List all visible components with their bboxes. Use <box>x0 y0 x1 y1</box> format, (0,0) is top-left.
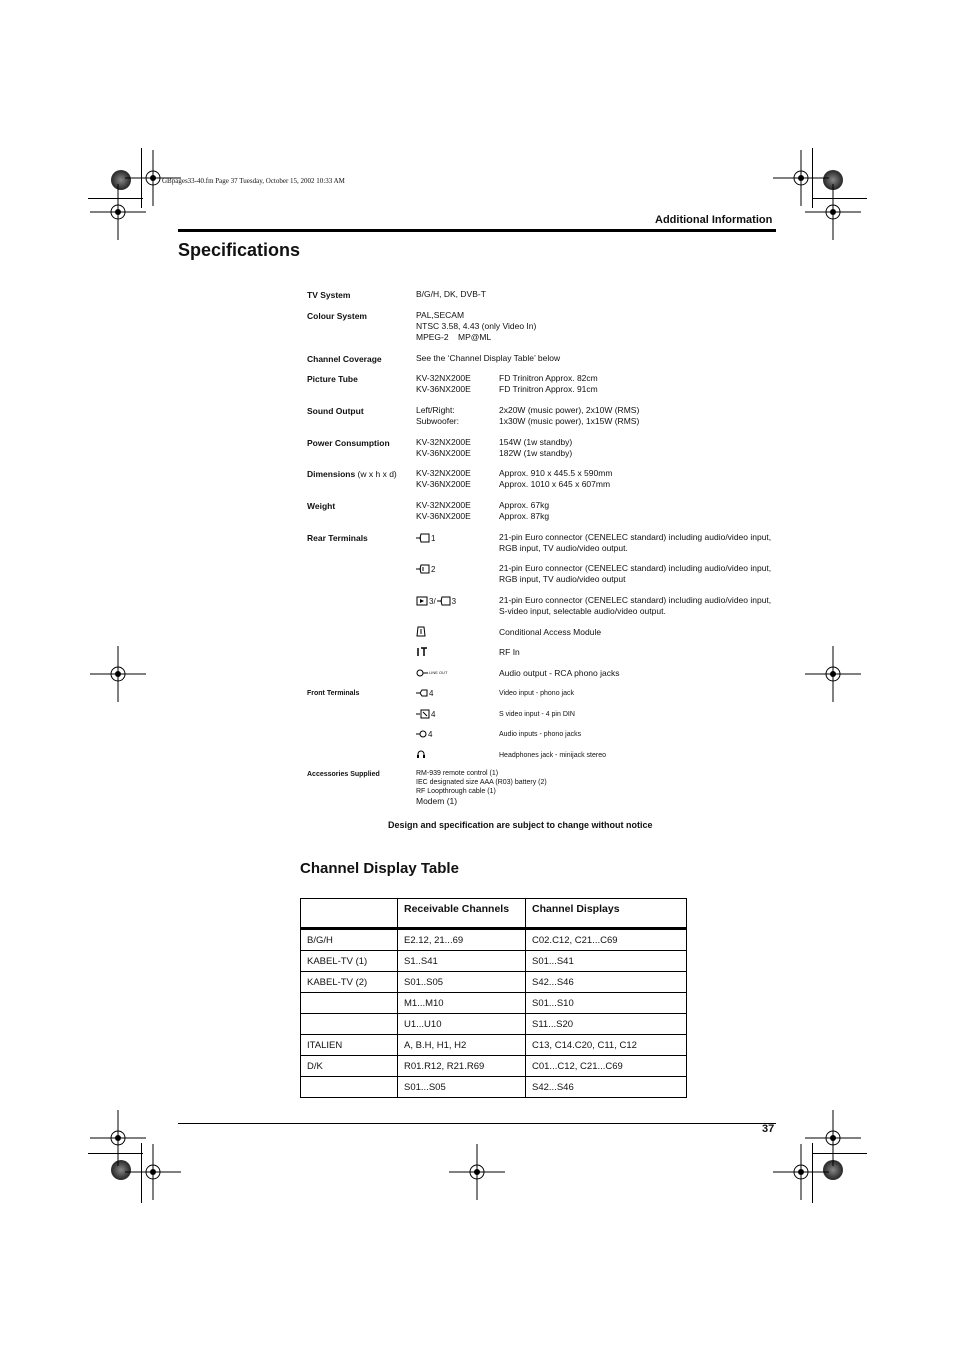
table-row <box>301 972 687 993</box>
rear-terminal-ca-desc: Conditional Access Module <box>499 627 602 637</box>
rear-terminal-audio-icon-group <box>416 668 447 678</box>
dimensions-label-suffix: (w x h x d) <box>355 469 397 479</box>
table-header-cell <box>301 899 398 929</box>
table-cell: S42...S46 <box>526 972 687 993</box>
accessory-item: RM-939 remote control (1) <box>416 770 499 777</box>
footer-rule <box>178 1123 776 1124</box>
header-rule <box>178 229 776 232</box>
spec-label-tv-system: TV System <box>307 290 351 300</box>
registration-mark <box>90 646 146 702</box>
svideo-euro-connector-icon <box>416 596 428 606</box>
spec-value-tv-system: B/G/H, DK, DVB-T <box>416 289 486 299</box>
table-cell <box>301 1014 398 1035</box>
euro-connector-icon <box>437 596 451 606</box>
table-cell: S01...S05 <box>398 1077 526 1098</box>
spec-value-picture-tube: FD Trinitron Approx. 82cm FD Trinitron Approx. 91cm <box>499 373 598 394</box>
table-cell: B/G/H <box>301 929 398 951</box>
table-cell: C01...C12, C21...C69 <box>526 1056 687 1077</box>
spec-label-front-terminals: Front Terminals <box>307 690 360 697</box>
spec-value-sound-output: 2x20W (music power), 2x10W (RMS) 1x30W (music power), 1x15W (RMS) <box>499 405 640 426</box>
accessory-item: IEC designated size AAA (R03) battery (2) <box>416 779 547 786</box>
table-cell <box>301 993 398 1014</box>
spec-label-colour-system: Colour System <box>307 311 367 321</box>
spec-label-sound-output: Sound Output <box>307 406 364 416</box>
table-cell: S42...S46 <box>526 1077 687 1098</box>
table-cell: S11...S20 <box>526 1014 687 1035</box>
front-terminal-video-num: 4 <box>429 688 434 698</box>
front-terminal-video-desc: Video input - phono jack <box>499 690 574 697</box>
front-terminal-headphones-icon-group <box>416 749 426 759</box>
spec-models-dimensions: KV-32NX200E KV-36NX200E <box>416 468 471 489</box>
table-row <box>301 993 687 1014</box>
antenna-icon <box>416 647 428 657</box>
svideo-input-icon <box>416 709 430 719</box>
table-cell: U1...U10 <box>398 1014 526 1035</box>
rear-terminal-2-num: 2 <box>431 564 436 574</box>
registration-mark <box>90 184 146 240</box>
accessory-item: RF Loopthrough cable (1) <box>416 788 496 795</box>
table-cell: D/K <box>301 1056 398 1077</box>
rear-terminal-rf-icon-group <box>416 647 428 657</box>
table-row <box>301 1056 687 1077</box>
front-terminal-svideo-num: 4 <box>431 709 436 719</box>
table-header-cell: Channel Displays <box>526 899 687 929</box>
rear-terminal-3-desc: 21-pin Euro connector (CENELEC standard) including audio/video input, S-video input, selectable audio/video output. <box>499 595 772 616</box>
accessory-item: Modem (1) <box>416 796 458 806</box>
front-terminal-audio-num: 4 <box>428 729 433 739</box>
spec-label-rear-terminals: Rear Terminals <box>307 533 368 543</box>
dimensions-label: Dimensions <box>307 469 356 479</box>
front-terminal-audio-desc: Audio inputs - phono jacks <box>499 731 582 738</box>
table-cell: C13, C14.C20, C11, C12 <box>526 1035 687 1056</box>
line-out-text: LINE OUT <box>429 670 448 675</box>
table-cell: C02.C12, C21...C69 <box>526 929 687 951</box>
table-cell: KABEL-TV (2) <box>301 972 398 993</box>
spec-label-dimensions <box>307 469 397 479</box>
table-row <box>301 1077 687 1098</box>
headphones-icon <box>416 749 426 759</box>
section-header: Additional Information <box>655 214 773 226</box>
rear-terminal-1-icon-group <box>416 533 435 543</box>
table-row <box>301 951 687 972</box>
spec-value-weight: Approx. 67kg Approx. 87kg <box>499 500 550 521</box>
table-header-row <box>301 899 687 929</box>
video-input-icon <box>416 688 428 698</box>
front-terminal-svideo-icon-group <box>416 709 435 719</box>
table-cell: S1..S41 <box>398 951 526 972</box>
spec-models-power-consumption: KV-32NX200E KV-36NX200E <box>416 437 471 458</box>
spec-change-notice: Design and specification are subject to change without notice <box>388 820 653 830</box>
channel-display-table <box>300 898 687 1098</box>
spec-models-weight: KV-32NX200E KV-36NX200E <box>416 500 471 521</box>
table-row <box>301 929 687 951</box>
page-title: Specifications <box>178 240 301 260</box>
rear-terminal-2-desc: 21-pin Euro connector (CENELEC standard) including audio/video input, RGB input, TV audio/video output <box>499 563 772 584</box>
rear-terminal-2-icon-group <box>416 564 435 574</box>
rear-terminal-3-icon-group <box>416 596 456 606</box>
rear-terminal-1-num: 1 <box>431 533 436 543</box>
spec-label-power-consumption: Power Consumption <box>307 438 390 448</box>
registration-mark <box>449 1144 505 1200</box>
rear-terminal-1-desc: 21-pin Euro connector (CENELEC standard) including audio/video input, RGB input, TV audio/video output. <box>499 532 772 553</box>
table-header-cell: Receivable Channels <box>398 899 526 929</box>
front-terminal-svideo-desc: S video input - 4 pin DIN <box>499 711 575 718</box>
table-cell: R01.R12, R21.R69 <box>398 1056 526 1077</box>
table-cell <box>301 1077 398 1098</box>
front-terminal-headphones-desc: Headphones jack - minijack stereo <box>499 752 606 759</box>
spec-label-weight: Weight <box>307 501 336 511</box>
ca-module-icon <box>416 626 426 637</box>
front-terminal-video-icon-group <box>416 688 433 698</box>
registration-mark <box>805 184 861 240</box>
euro-connector-icon <box>416 564 430 574</box>
table-cell: S01...S41 <box>526 951 687 972</box>
front-terminal-audio-icon-group <box>416 729 432 739</box>
registration-mark <box>125 1144 181 1200</box>
spec-label-channel-coverage: Channel Coverage <box>307 354 382 364</box>
channel-table-title: Channel Display Table <box>300 860 459 877</box>
table-cell: M1...M10 <box>398 993 526 1014</box>
table-cell: S01...S10 <box>526 993 687 1014</box>
registration-mark <box>773 1144 829 1200</box>
table-cell: E2.12, 21...69 <box>398 929 526 951</box>
table-cell: S01..S05 <box>398 972 526 993</box>
euro-connector-icon <box>416 533 430 543</box>
page-number: 37 <box>762 1123 775 1135</box>
table-cell: ITALIEN <box>301 1035 398 1056</box>
spec-label-picture-tube: Picture Tube <box>307 374 358 384</box>
spec-value-power-consumption: 154W (1w standby) 182W (1w standby) <box>499 437 573 458</box>
registration-mark <box>805 646 861 702</box>
rear-terminal-audio-desc: Audio output - RCA phono jacks <box>499 668 620 678</box>
spec-models-sound-output: Left/Right: Subwoofer: <box>416 405 459 426</box>
audio-input-icon <box>416 729 427 739</box>
spec-label-accessories: Accessories Supplied <box>307 771 380 778</box>
table-row <box>301 1035 687 1056</box>
spec-value-dimensions: Approx. 910 x 445.5 x 590mm Approx. 1010 x 645 x 607mm <box>499 468 613 489</box>
table-cell: A, B.H, H1, H2 <box>398 1035 526 1056</box>
table-cell: KABEL-TV (1) <box>301 951 398 972</box>
spec-value-channel-coverage: See the ‘Channel Display Table’ below <box>416 353 561 363</box>
file-info: GBpages33-40.fm Page 37 Tuesday, October 15, 2002 10:33 AM <box>162 177 345 185</box>
rear-terminal-rf-desc: RF In <box>499 647 520 657</box>
spec-models-picture-tube: KV-32NX200E KV-36NX200E <box>416 373 471 394</box>
table-row <box>301 1014 687 1035</box>
rear-terminal-ca-icon-group <box>416 626 426 637</box>
rear-terminal-3-num2: 3 <box>451 596 457 606</box>
rear-terminal-3-num: 3/ <box>429 596 436 606</box>
spec-value-colour-system: PAL,SECAM NTSC 3.58, 4.43 (only Video In) MPEG-2 MP@ML <box>416 310 537 342</box>
audio-out-icon <box>416 668 428 678</box>
